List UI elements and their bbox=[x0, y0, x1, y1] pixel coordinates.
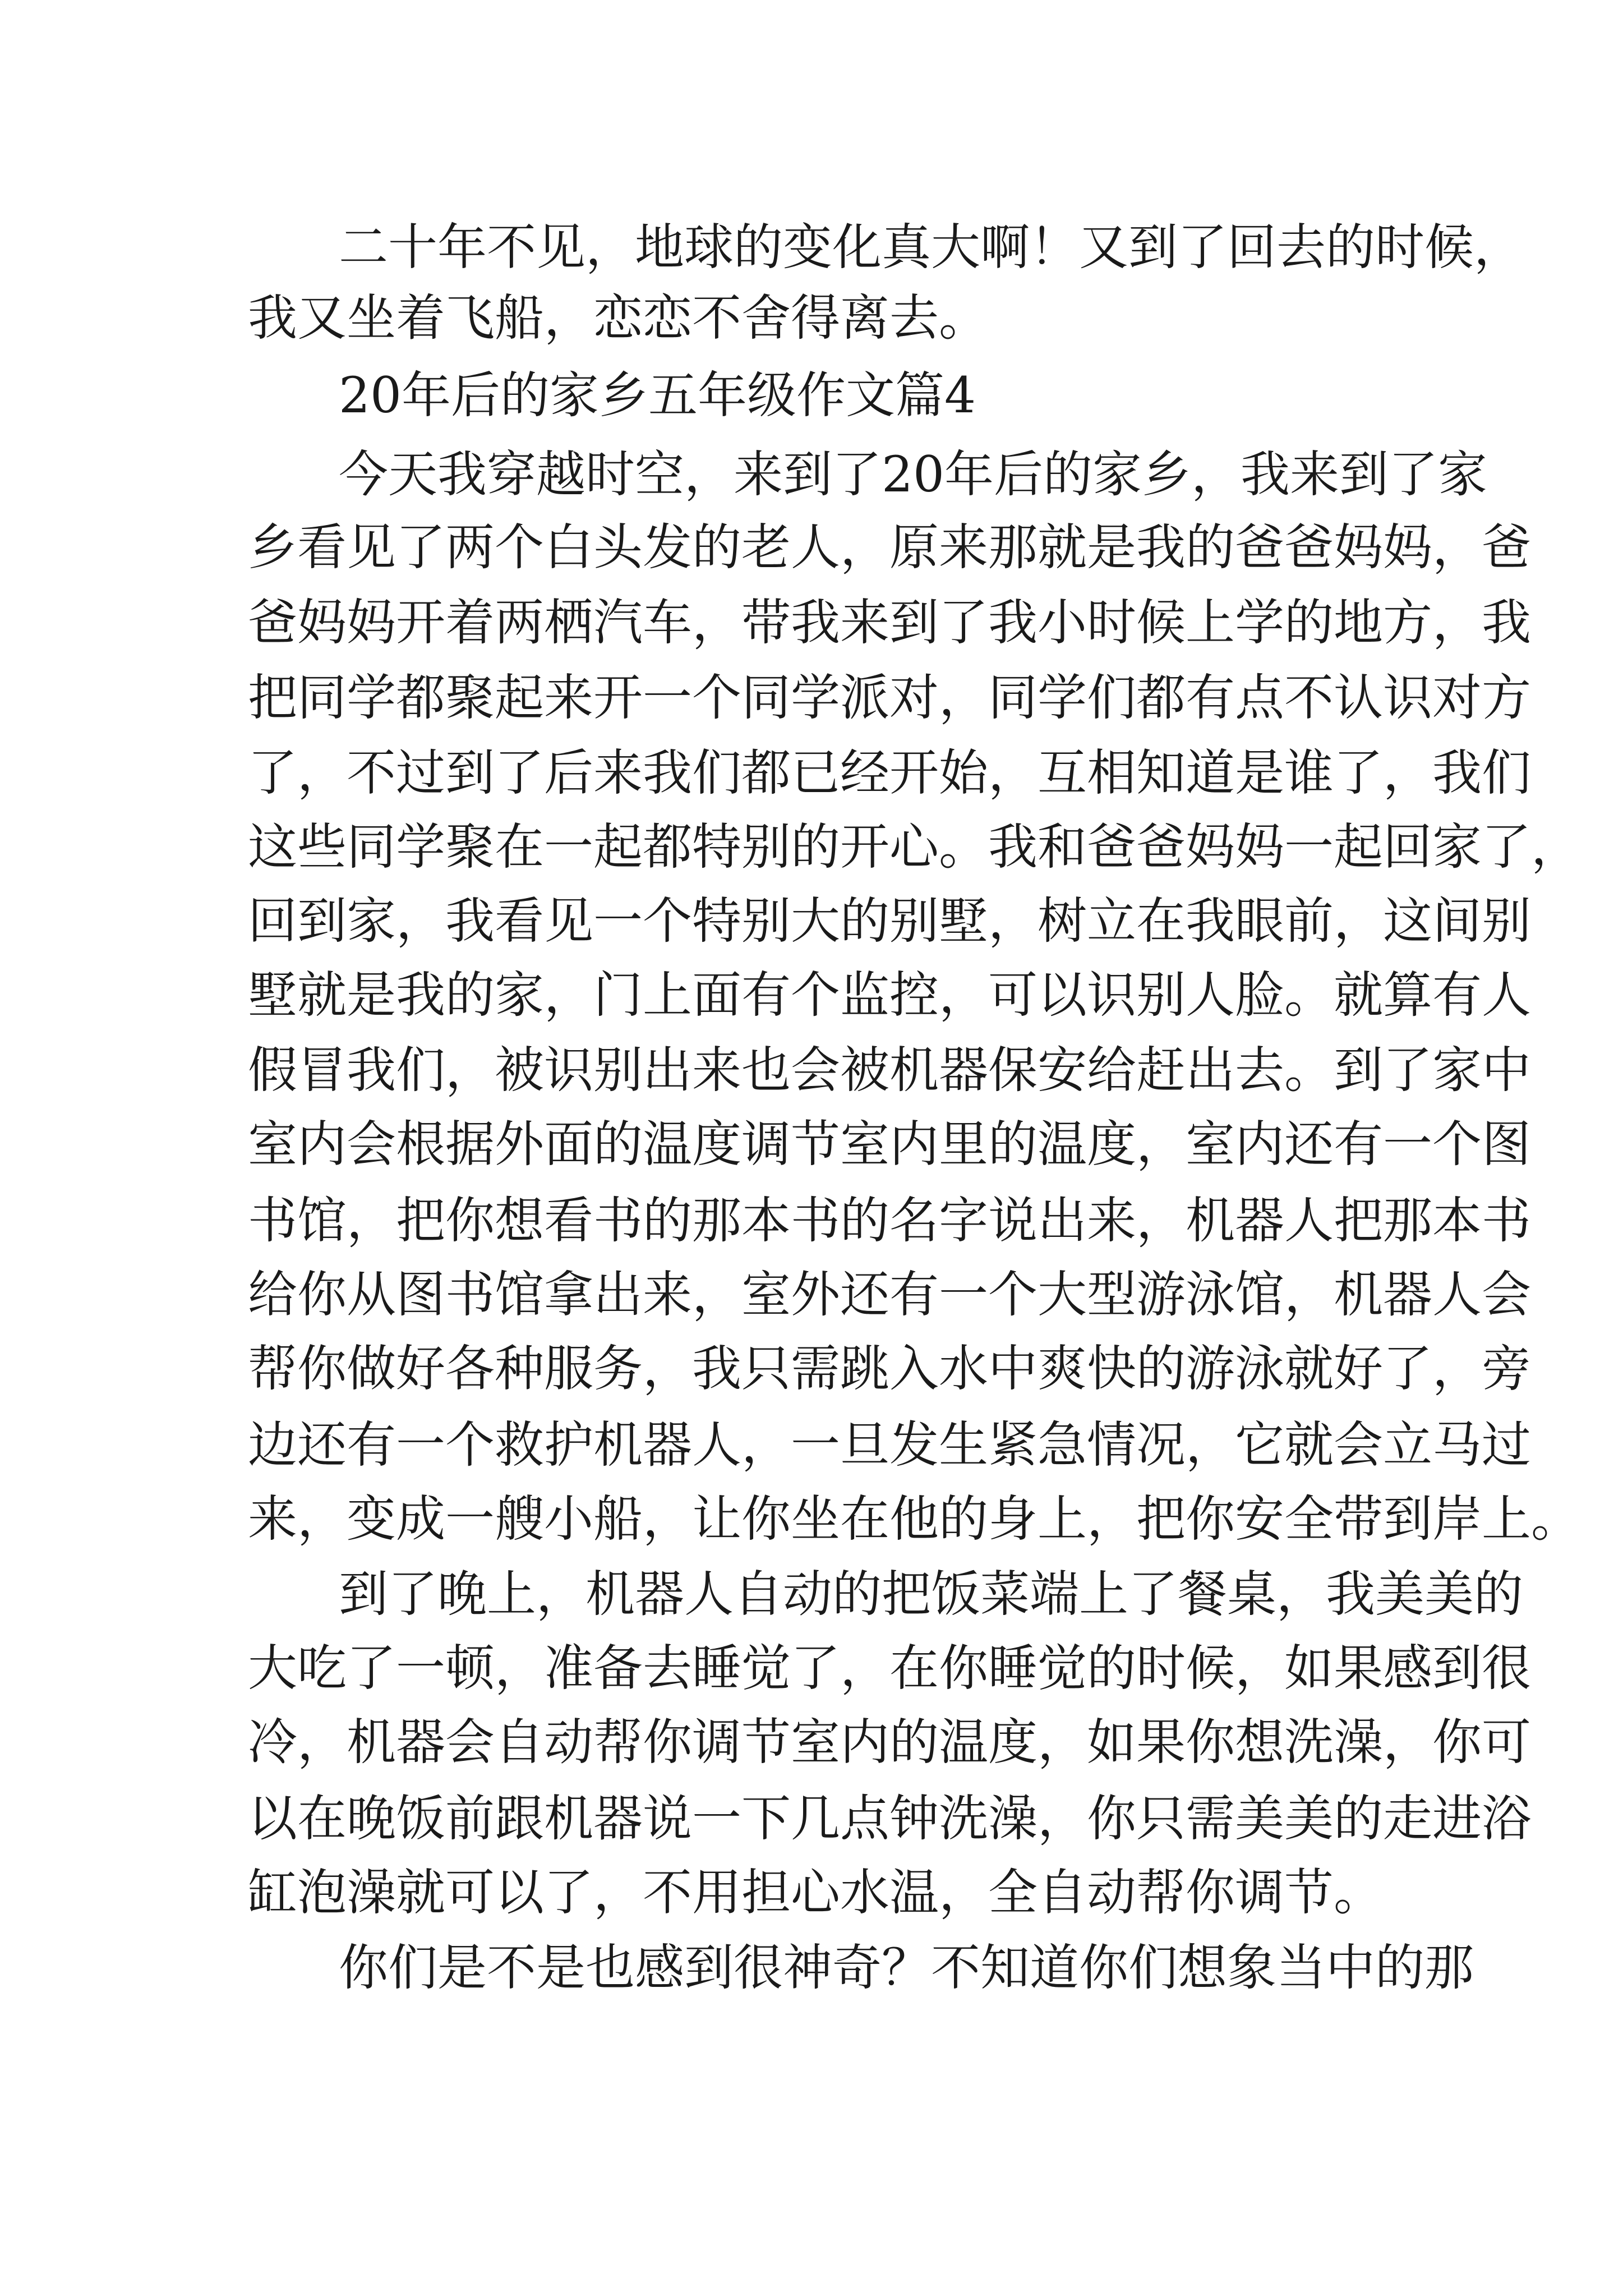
text-line: 冷，机器会自动帮你调节室内的温度，如果你想洗澡，你可 bbox=[248, 1713, 1532, 1771]
text-line: 这些同学聚在一起都特别的开心。我和爸爸妈妈一起回家了， bbox=[248, 818, 1581, 876]
text-line: 了，不过到了后来我们都已经开始，互相知道是谁了，我们 bbox=[248, 744, 1532, 802]
text-line: 乡看见了两个白头发的老人，原来那就是我的爸爸妈妈，爸 bbox=[248, 518, 1532, 576]
text-line: 你们是不是也感到很神奇？不知道你们想象当中的那 bbox=[339, 1939, 1474, 1996]
text-line: 缸泡澡就可以了，不用担心水温，全自动帮你调节。 bbox=[248, 1864, 1384, 1921]
text-line: 我又坐着飞船，恋恋不舍得离去。 bbox=[248, 289, 989, 347]
text-line: 假冒我们，被识别出来也会被机器保安给赶出去。到了家中 bbox=[248, 1041, 1532, 1099]
text-line: 边还有一个救护机器人，一旦发生紧急情况，它就会立马过 bbox=[248, 1416, 1532, 1474]
text-line: 大吃了一顿，准备去睡觉了，在你睡觉的时候，如果感到很 bbox=[248, 1639, 1532, 1697]
essay-heading: 20年后的家乡五年级作文篇4 bbox=[339, 366, 976, 424]
text-line: 把同学都聚起来开一个同学派对，同学们都有点不认识对方 bbox=[248, 669, 1532, 726]
text-line: 回到家，我看见一个特别大的别墅，树立在我眼前，这间别 bbox=[248, 892, 1532, 950]
text-line: 室内会根据外面的温度调节室内里的温度，室内还有一个图 bbox=[248, 1115, 1532, 1173]
text-line: 二十年不见，地球的变化真大啊！又到了回去的时候， bbox=[339, 218, 1524, 276]
text-line: 以在晚饭前跟机器说一下几点钟洗澡，你只需美美的走进浴 bbox=[248, 1789, 1532, 1847]
text-line: 今天我穿越时空，来到了20年后的家乡，我来到了家 bbox=[339, 445, 1487, 503]
text-line: 书馆，把你想看书的那本书的名字说出来，机器人把那本书 bbox=[248, 1191, 1532, 1249]
text-line: 爸妈妈开着两栖汽车，带我来到了我小时候上学的地方，我 bbox=[248, 593, 1532, 651]
text-line: 帮你做好各种服务，我只需跳入水中爽快的游泳就好了，旁 bbox=[248, 1340, 1532, 1397]
text-line: 到了晚上，机器人自动的把饭菜端上了餐桌，我美美的 bbox=[339, 1565, 1524, 1623]
text-line: 来，变成一艘小船，让你坐在他的身上，把你安全带到岸上。 bbox=[248, 1490, 1581, 1548]
text-line: 给你从图书馆拿出来，室外还有一个大型游泳馆，机器人会 bbox=[248, 1266, 1532, 1323]
text-line: 墅就是我的家，门上面有个监控，可以识别人脸。就算有人 bbox=[248, 966, 1532, 1024]
